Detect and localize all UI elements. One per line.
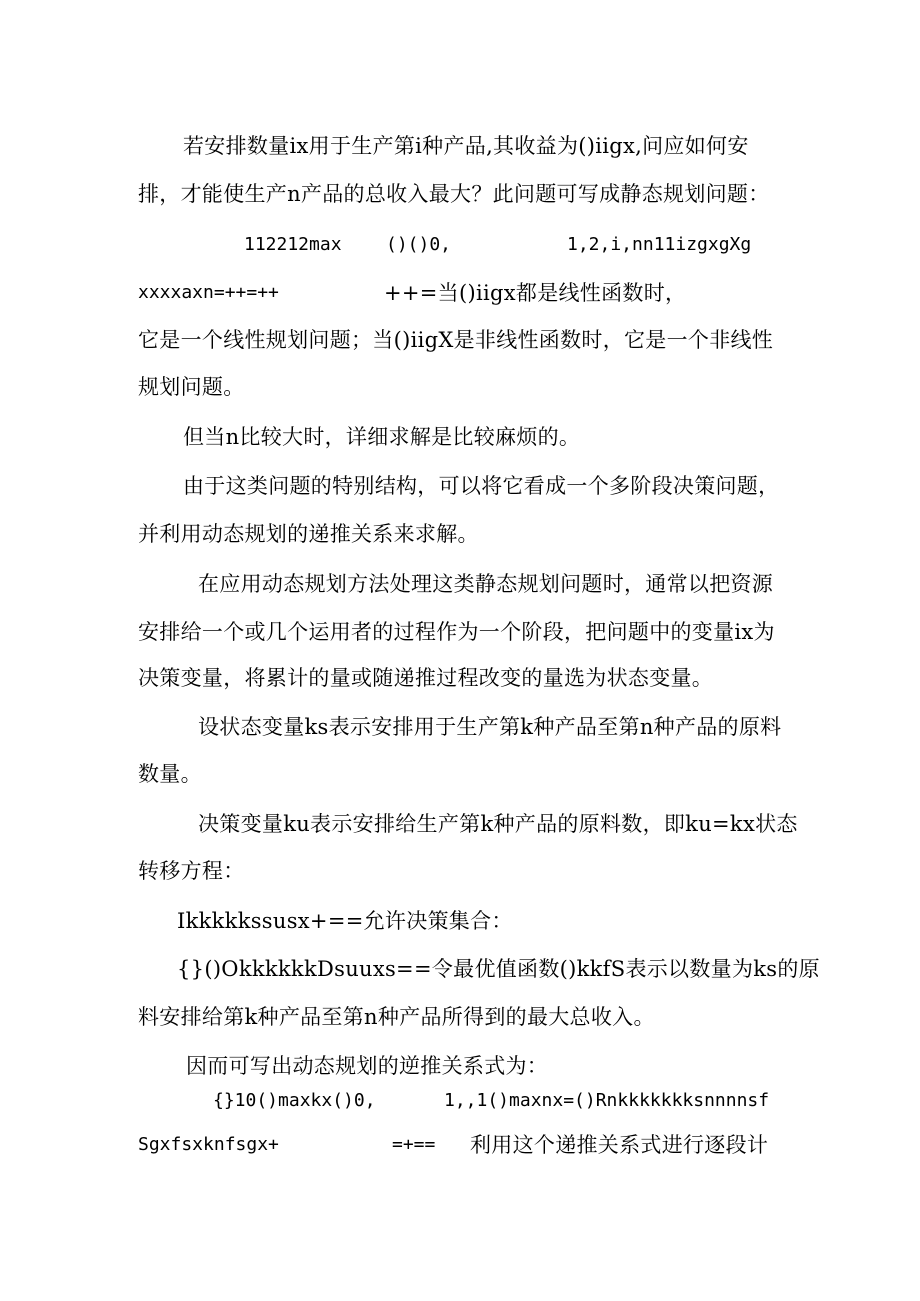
paragraph-5-line-3: 决策变量，将累计的量或随递推过程改变的量选为状态变量。 xyxy=(138,666,714,690)
formula-1-part-b: ()()0, xyxy=(386,234,452,255)
formula-4-part-a: Sgxfsxknfsgx+ xyxy=(138,1134,279,1155)
formula-3-part-b: 1,,1()maxnx=()Rnkkkkkkksnnnnsf xyxy=(444,1090,770,1111)
paragraph-4-line-1: 由于这类问题的特别结构，可以将它看成一个多阶段决策问题， xyxy=(183,474,780,498)
paragraph-5-line-1: 在应用动态规划方法处理这类静态规划问题时，通常以把资源 xyxy=(198,572,774,596)
paragraph-5-line-2: 安排给一个或几个运用者的过程作为一个阶段，把问题中的变量ix为 xyxy=(138,620,775,644)
formula-2-part-b: ++=当()iigx都是线性函数时， xyxy=(384,281,687,305)
paragraph-9-line-2: 料安排给第k种产品至第n种产品所得到的最大总收入。 xyxy=(138,1005,655,1029)
paragraph-4-line-2: 并利用动态规划的递推关系来求解。 xyxy=(138,522,479,546)
paragraph-7-line-1: 决策变量ku表示安排给生产第k种产品的原料数，即ku=kx状态 xyxy=(198,812,798,836)
formula-line-2 xyxy=(0,279,920,307)
formula-line-4 xyxy=(0,1131,920,1159)
formula-3-part-a: {}10()maxkx()0, xyxy=(213,1090,376,1111)
paragraph-1-line-2: 排，才能使生产n产品的总收入最大？此问题可写成静态规划问题： xyxy=(138,182,770,206)
paragraph-6-line-1: 设状态变量ks表示安排用于生产第k种产品至第n种产品的原料 xyxy=(198,715,782,739)
paragraph-8: Ikkkkkssusx+==允许决策集合： xyxy=(177,909,513,933)
paragraph-6-line-2: 数量。 xyxy=(138,762,202,786)
paragraph-10: 因而可写出动态规划的逆推关系式为： xyxy=(186,1054,549,1078)
paragraph-3: 但当n比较大时，详细求解是比较麻烦的。 xyxy=(183,425,581,449)
formula-2-part-a: xxxxaxn=++=++ xyxy=(138,282,279,303)
paragraph-9-line-1: {}()OkkkkkkDsuuxs==令最优值函数()kkfS表示以数量为ks的原 xyxy=(177,957,820,981)
formula-line-1 xyxy=(0,231,920,259)
formula-1-part-c: 1,2,i,nn11izgxgXg xyxy=(567,234,752,255)
paragraph-2-line-2: 规划问题。 xyxy=(138,375,245,399)
paragraph-1-line-1: 若安排数量ix用于生产第i种产品,其收益为()iigx,问应如何安 xyxy=(183,134,749,158)
paragraph-2-line-1: 它是一个线性规划问题；当()iigX是非线性函数时，它是一个非线性 xyxy=(138,328,774,352)
paragraph-7-line-2: 转移方程： xyxy=(138,859,245,883)
formula-line-3 xyxy=(0,1087,920,1115)
formula-4-part-c: 利用这个递推关系式进行逐段计 xyxy=(470,1133,769,1157)
formula-1-part-a: 112212max xyxy=(244,234,342,255)
formula-4-part-b: =+== xyxy=(392,1134,436,1155)
